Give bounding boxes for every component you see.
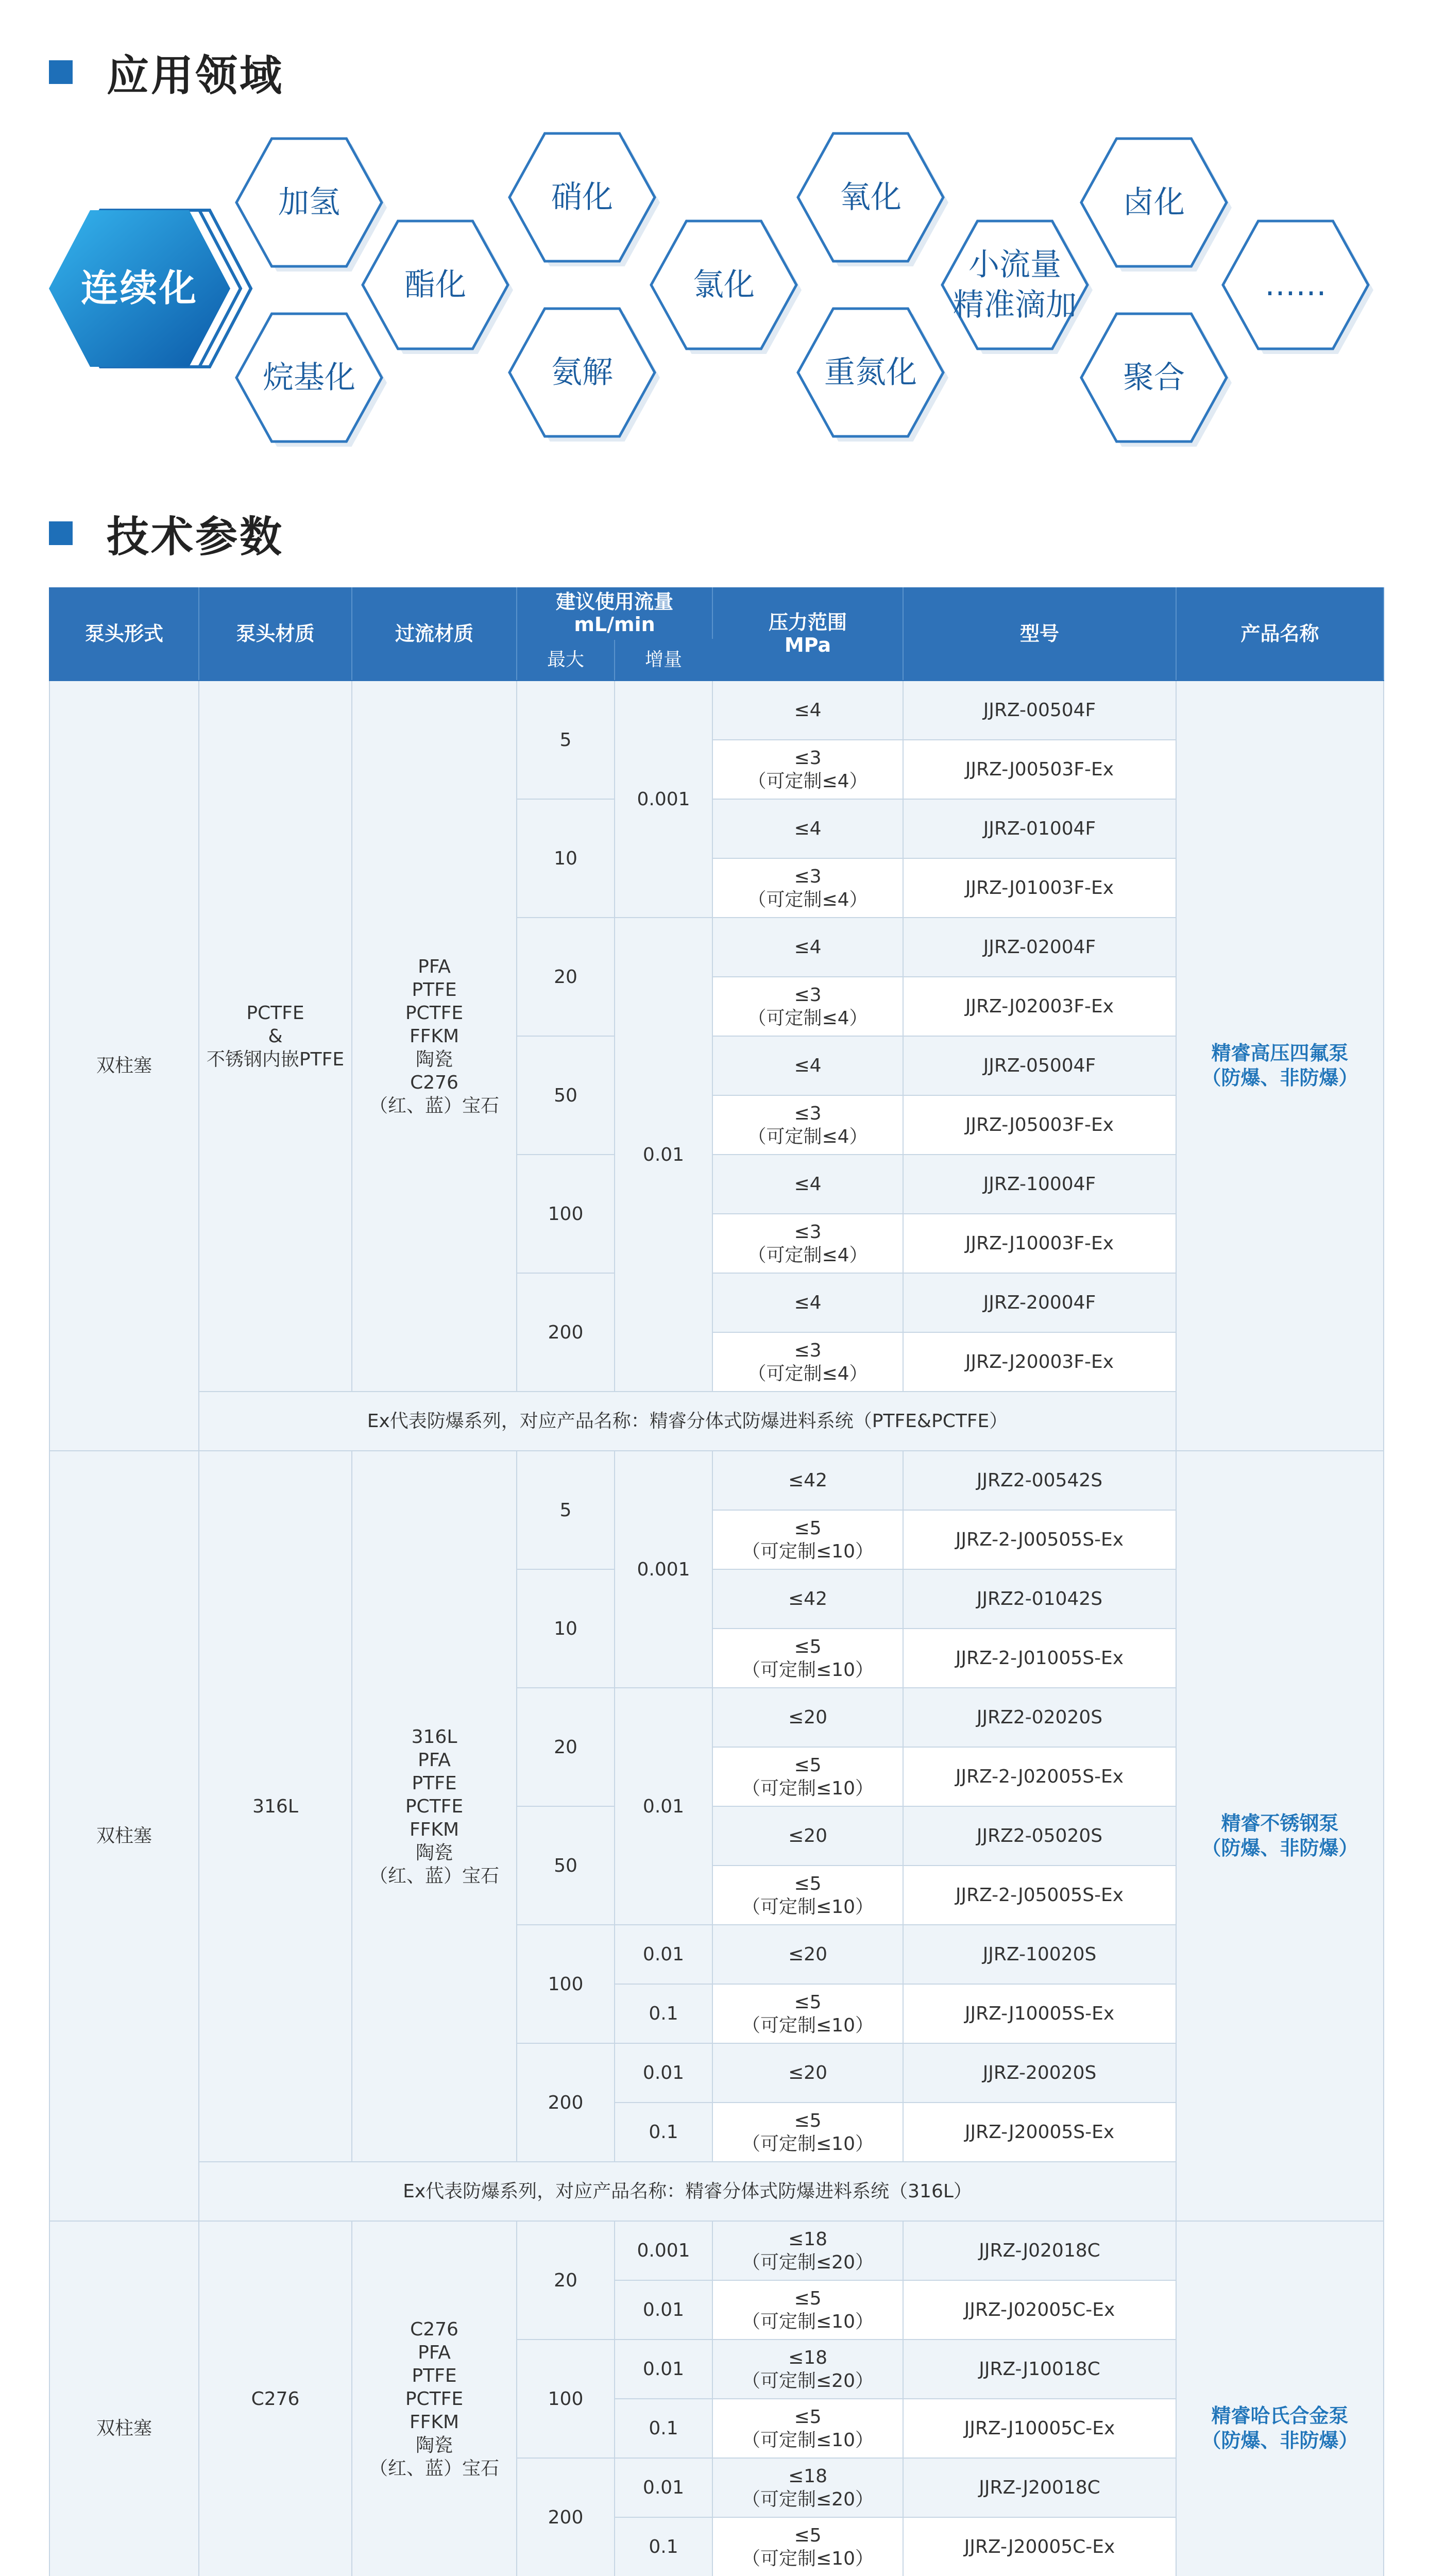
hex-item-label: 酯化 bbox=[404, 267, 466, 303]
pump-head-material-cell: C276 bbox=[199, 2221, 352, 2576]
pressure-cell: ≤4 bbox=[712, 799, 903, 858]
header-flow-increment: 增量 bbox=[615, 639, 712, 681]
flow-increment-cell: 0.01 bbox=[615, 2340, 712, 2399]
hex-main bbox=[49, 206, 240, 371]
flow-max-cell: 20 bbox=[517, 2221, 615, 2340]
heading-square-icon bbox=[49, 60, 73, 84]
header-pump-head-material: 泵头材质 bbox=[199, 588, 352, 681]
pressure-cell: ≤18 （可定制≤20） bbox=[712, 2458, 903, 2517]
pressure-cell: ≤3 （可定制≤4） bbox=[712, 740, 903, 799]
pressure-cell: ≤20 bbox=[712, 1925, 903, 1984]
pressure-cell: ≤5 （可定制≤10） bbox=[712, 2399, 903, 2458]
model-cell: JJRZ2-01042S bbox=[903, 1569, 1176, 1629]
hex-item-label: 氯化 bbox=[693, 267, 755, 303]
header-wetted-material: 过流材质 bbox=[352, 588, 517, 681]
wetted-material-cell: PFA PTFE PCTFE FFKM 陶瓷 C276 （红、蓝）宝石 bbox=[352, 681, 517, 1392]
note-cell: Ex代表防爆系列，对应产品名称：精睿分体式防爆进料系统（316L） bbox=[199, 2162, 1176, 2221]
pressure-cell: ≤3 （可定制≤4） bbox=[712, 977, 903, 1036]
pressure-cell: ≤5 （可定制≤10） bbox=[712, 1510, 903, 1569]
pump-head-material-cell: PCTFE & 不锈钢内嵌PTFE bbox=[199, 681, 352, 1392]
pressure-cell: ≤42 bbox=[712, 1451, 903, 1510]
flow-max-cell: 20 bbox=[517, 1688, 615, 1806]
model-cell: JJRZ-J10003F-Ex bbox=[903, 1214, 1176, 1273]
pressure-cell: ≤3 （可定制≤4） bbox=[712, 1214, 903, 1273]
flow-increment-cell: 0.01 bbox=[615, 918, 712, 1392]
model-cell: JJRZ-05004F bbox=[903, 1036, 1176, 1095]
flow-max-cell: 100 bbox=[517, 1155, 615, 1273]
flow-max-cell: 200 bbox=[517, 2043, 615, 2162]
pressure-cell: ≤5 （可定制≤10） bbox=[712, 1984, 903, 2043]
hex-item bbox=[361, 219, 510, 351]
model-cell: JJRZ-J01003F-Ex bbox=[903, 858, 1176, 918]
pressure-cell: ≤5 （可定制≤10） bbox=[712, 1866, 903, 1925]
flow-increment-cell: 0.1 bbox=[615, 2399, 712, 2458]
pressure-cell: ≤18 （可定制≤20） bbox=[712, 2221, 903, 2280]
wetted-material-cell: C276 PFA PTFE PCTFE FFKM 陶瓷 （红、蓝）宝石 bbox=[352, 2221, 517, 2576]
model-cell: JJRZ-J02005C-Ex bbox=[903, 2280, 1176, 2340]
header-flow-max: 最大 bbox=[517, 639, 615, 681]
pressure-cell: ≤5 （可定制≤10） bbox=[712, 1629, 903, 1688]
model-cell: JJRZ-2-J01005S-Ex bbox=[903, 1629, 1176, 1688]
model-cell: JJRZ2-05020S bbox=[903, 1806, 1176, 1866]
model-cell: JJRZ-10020S bbox=[903, 1925, 1176, 1984]
pump-head-type-cell: 双柱塞 bbox=[49, 1451, 199, 2221]
flow-max-cell: 20 bbox=[517, 918, 615, 1036]
model-cell: JJRZ-J10018C bbox=[903, 2340, 1176, 2399]
hex-item bbox=[507, 307, 657, 438]
hex-item-label: 卤化 bbox=[1123, 184, 1185, 221]
flow-increment-cell: 0.01 bbox=[615, 2458, 712, 2517]
pressure-cell: ≤5 （可定制≤10） bbox=[712, 2103, 903, 2162]
product-name-cell: 精睿高压四氟泵 （防爆、非防爆） bbox=[1176, 681, 1384, 1451]
flow-max-cell: 50 bbox=[517, 1036, 615, 1155]
model-cell: JJRZ-2-J00505S-Ex bbox=[903, 1510, 1176, 1569]
hex-main-label: 连续化 bbox=[80, 266, 198, 310]
pressure-cell: ≤3 （可定制≤4） bbox=[712, 858, 903, 918]
hex-item-label: 氨解 bbox=[551, 354, 613, 391]
pressure-cell: ≤4 bbox=[712, 1273, 903, 1332]
flow-increment-cell: 0.001 bbox=[615, 1451, 712, 1688]
hex-item-label: 硝化 bbox=[551, 179, 613, 215]
model-cell: JJRZ-00504F bbox=[903, 681, 1176, 740]
hex-item-label: 重氮化 bbox=[824, 354, 917, 391]
model-cell: JJRZ-10004F bbox=[903, 1155, 1176, 1214]
hex-item bbox=[796, 307, 945, 438]
header-product: 产品名称 bbox=[1176, 588, 1384, 681]
model-cell: JJRZ-02004F bbox=[903, 918, 1176, 977]
pressure-cell: ≤4 bbox=[712, 681, 903, 740]
model-cell: JJRZ-J02003F-Ex bbox=[903, 977, 1176, 1036]
flow-increment-cell: 0.001 bbox=[615, 2221, 712, 2280]
model-cell: JJRZ-J10005C-Ex bbox=[903, 2399, 1176, 2458]
pressure-cell: ≤20 bbox=[712, 1688, 903, 1747]
flow-max-cell: 200 bbox=[517, 2458, 615, 2576]
hex-item bbox=[796, 131, 945, 263]
flow-increment-cell: 0.01 bbox=[615, 1925, 712, 1984]
flow-max-cell: 10 bbox=[517, 1569, 615, 1688]
header-pump-head-type: 泵头形式 bbox=[49, 588, 199, 681]
applications-heading bbox=[49, 41, 284, 103]
flow-increment-cell: 0.1 bbox=[615, 2517, 712, 2576]
pump-head-type-cell: 双柱塞 bbox=[49, 2221, 199, 2576]
applications-hexagons bbox=[0, 124, 1429, 464]
model-cell: JJRZ-2-J02005S-Ex bbox=[903, 1747, 1176, 1806]
heading-square-icon bbox=[49, 521, 73, 545]
hex-item bbox=[649, 219, 798, 351]
table-row bbox=[49, 2221, 1384, 2280]
hex-item-label: 氧化 bbox=[840, 179, 901, 215]
model-cell: JJRZ2-00542S bbox=[903, 1451, 1176, 1510]
pressure-cell: ≤5 （可定制≤10） bbox=[712, 1747, 903, 1806]
wetted-material-cell: 316L PFA PTFE PCTFE FFKM 陶瓷 （红、蓝）宝石 bbox=[352, 1451, 517, 2162]
hex-item-label: 小流量 精准滴加 bbox=[953, 247, 1077, 323]
pressure-cell: ≤20 bbox=[712, 2043, 903, 2103]
flow-max-cell: 100 bbox=[517, 2340, 615, 2458]
header-flow: 建议使用流量 mL/min bbox=[517, 588, 712, 639]
flow-increment-cell: 0.01 bbox=[615, 1688, 712, 1925]
product-name-cell: 精睿哈氏合金泵 （防爆、非防爆） bbox=[1176, 2221, 1384, 2576]
flow-max-cell: 5 bbox=[517, 1451, 615, 1569]
table-row bbox=[49, 681, 1384, 740]
model-cell: JJRZ-J02018C bbox=[903, 2221, 1176, 2280]
flow-increment-cell: 0.01 bbox=[615, 2280, 712, 2340]
model-cell: JJRZ-J10005S-Ex bbox=[903, 1984, 1176, 2043]
pressure-cell: ≤5 （可定制≤10） bbox=[712, 2280, 903, 2340]
model-cell: JJRZ2-02020S bbox=[903, 1688, 1176, 1747]
pressure-cell: ≤20 bbox=[712, 1806, 903, 1866]
hex-item bbox=[1079, 137, 1229, 268]
pump-head-material-cell: 316L bbox=[199, 1451, 352, 2162]
pressure-cell: ≤5 （可定制≤10） bbox=[712, 2517, 903, 2576]
hex-item-label: 烷基化 bbox=[263, 360, 355, 396]
hex-item-label: 聚合 bbox=[1123, 360, 1185, 396]
pressure-cell: ≤3 （可定制≤4） bbox=[712, 1332, 903, 1392]
product-name-cell: 精睿不锈钢泵 （防爆、非防爆） bbox=[1176, 1451, 1384, 2221]
model-cell: JJRZ-J00503F-Ex bbox=[903, 740, 1176, 799]
hex-item bbox=[1221, 219, 1370, 351]
table-row bbox=[49, 1451, 1384, 1510]
flow-max-cell: 100 bbox=[517, 1925, 615, 2043]
flow-increment-cell: 0.1 bbox=[615, 1984, 712, 2043]
pressure-cell: ≤4 bbox=[712, 918, 903, 977]
hex-item bbox=[507, 131, 657, 263]
applications-title: 应用领域 bbox=[107, 51, 284, 100]
specs-title: 技术参数 bbox=[107, 512, 284, 562]
model-cell: JJRZ-20004F bbox=[903, 1273, 1176, 1332]
flow-max-cell: 50 bbox=[517, 1806, 615, 1925]
model-cell: JJRZ-J20005S-Ex bbox=[903, 2103, 1176, 2162]
specs-heading bbox=[49, 502, 284, 564]
pump-head-type-cell: 双柱塞 bbox=[49, 681, 199, 1451]
model-cell: JJRZ-J05003F-Ex bbox=[903, 1095, 1176, 1155]
note-cell: Ex代表防爆系列，对应产品名称：精睿分体式防爆进料系统（PTFE&PCTFE） bbox=[199, 1392, 1176, 1451]
pressure-cell: ≤4 bbox=[712, 1155, 903, 1214]
flow-max-cell: 200 bbox=[517, 1273, 615, 1392]
flow-max-cell: 10 bbox=[517, 799, 615, 918]
hex-item-label: …… bbox=[1265, 267, 1326, 303]
spec-table bbox=[49, 587, 1384, 2576]
flow-increment-cell: 0.001 bbox=[615, 681, 712, 918]
pressure-cell: ≤4 bbox=[712, 1036, 903, 1095]
model-cell: JJRZ-J20018C bbox=[903, 2458, 1176, 2517]
flow-increment-cell: 0.01 bbox=[615, 2043, 712, 2103]
model-cell: JJRZ-01004F bbox=[903, 799, 1176, 858]
header-model: 型号 bbox=[903, 588, 1176, 681]
pressure-cell: ≤42 bbox=[712, 1569, 903, 1629]
model-cell: JJRZ-20020S bbox=[903, 2043, 1176, 2103]
pressure-cell: ≤18 （可定制≤20） bbox=[712, 2340, 903, 2399]
flow-increment-cell: 0.1 bbox=[615, 2103, 712, 2162]
hex-item bbox=[940, 219, 1090, 351]
flow-max-cell: 5 bbox=[517, 681, 615, 799]
model-cell: JJRZ-J20003F-Ex bbox=[903, 1332, 1176, 1392]
header-pressure: 压力范围 MPa bbox=[712, 588, 903, 681]
hex-item-label: 加氢 bbox=[278, 184, 340, 221]
model-cell: JJRZ-2-J05005S-Ex bbox=[903, 1866, 1176, 1925]
pressure-cell: ≤3 （可定制≤4） bbox=[712, 1095, 903, 1155]
hex-item bbox=[1079, 312, 1229, 444]
model-cell: JJRZ-J20005C-Ex bbox=[903, 2517, 1176, 2576]
